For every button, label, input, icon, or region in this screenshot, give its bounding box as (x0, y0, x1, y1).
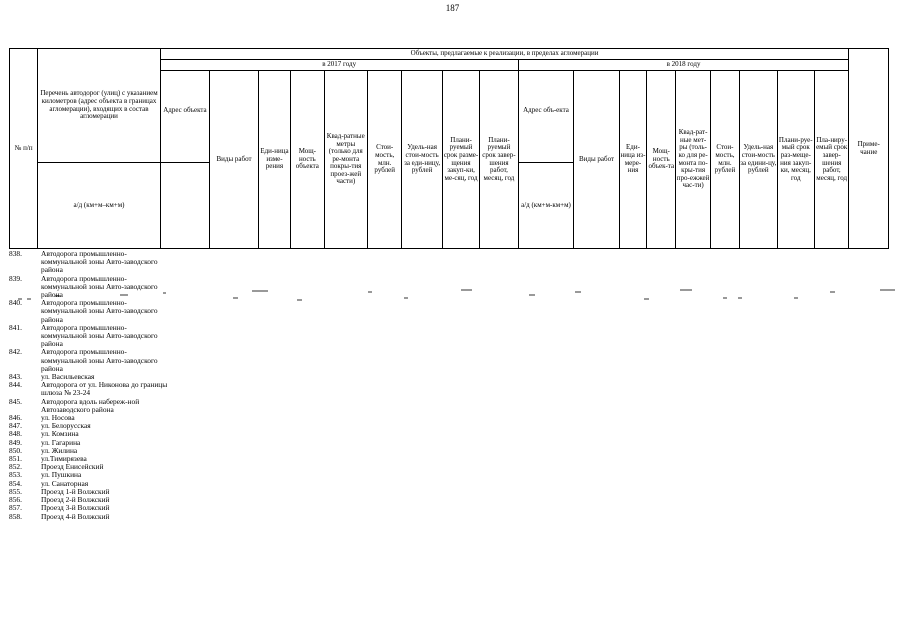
road-name: Автодорога промышленно-коммунальной зоны Авто-заводского района (41, 347, 158, 373)
table-row (9, 299, 179, 324)
year-2017-header: в 2017 году (160, 60, 518, 71)
row-number: 854. (9, 478, 22, 488)
y2018-unit-cost-header: Удель-ная стои-мость за едини-цу, рублей (740, 71, 777, 249)
road-name: ул.Тимирязева (41, 454, 87, 464)
road-name: ул. Пушкина (41, 470, 82, 480)
road-name: ул. Васильевская (41, 372, 95, 382)
road-name: ул. Гагарина (41, 437, 81, 447)
ad-km-header: а/д (км+м–км+м) (38, 163, 160, 249)
row-number: 847. (9, 421, 22, 431)
year-2018-header: в 2018 году (518, 60, 849, 71)
col-number-header: № п/п (10, 49, 38, 249)
y2018-sqm-header: Квад-рат-ные мет-ры (толь-ко для ре-монта по-кры-тия про-ежжей час-ти) (676, 71, 710, 249)
y2018-planned-end-header: Пла-ниру-емый срок завер-шения работ, месяц, год (814, 71, 848, 249)
table-row (9, 471, 179, 479)
road-name: Проезд 3-й Волжский (41, 503, 110, 513)
row-number: 848. (9, 429, 22, 439)
table-row (9, 381, 179, 397)
row-number: 846. (9, 413, 22, 423)
road-name: Проезд 1-й Волжский (41, 486, 110, 496)
row-number: 844. (9, 380, 22, 390)
y2018-capacity-header: Мощ-ность объек-та (647, 71, 676, 249)
y2017-cost-header: Стои-мость, млн. рублей (368, 71, 402, 249)
row-number: 855. (9, 486, 22, 496)
table-row (9, 275, 179, 300)
road-name: Автодорога промышленно-коммунальной зоны Авто-заводского района (41, 322, 158, 349)
y2018-address-header: Адрес объ-екта (518, 71, 574, 163)
road-name: ул. Комзина (41, 429, 79, 439)
row-number: 852. (9, 462, 22, 472)
y2017-address-ad-cell (160, 163, 210, 249)
col-roads-list-header: Перечень автодорог (улиц) с указанием километров (адрес объекта в границах агломерации), входящих в состав агломерации (38, 49, 160, 163)
table-row (9, 422, 179, 430)
col-note-header: Приме-чание (849, 49, 889, 249)
road-name: Проезд Енисейский (41, 462, 104, 472)
objects-title: Объекты, предлагаемые к реализации, в пределах агломерации (160, 49, 849, 60)
row-number: 839. (9, 273, 22, 283)
row-number: 838. (9, 249, 22, 258)
road-name: Проезд 4-й Волжский (41, 511, 110, 521)
row-number: 858. (9, 511, 22, 521)
row-number: 840. (9, 298, 22, 308)
road-name: Автодорога вдоль набереж-ной Автозаводского района (41, 396, 140, 414)
road-name: ул. Носова (41, 413, 75, 423)
table-row (9, 414, 179, 422)
y2018-address-ad-header: а/д (км+м-км+м) (518, 163, 574, 249)
row-number: 856. (9, 495, 22, 505)
y2018-cost-header: Стои-мость, млн. рублей (710, 71, 739, 249)
road-name: ул. Санаторная (41, 478, 89, 488)
row-number: 842. (9, 347, 22, 357)
road-name: ул. Жилина (41, 445, 78, 455)
row-number: 843. (9, 372, 22, 382)
table-row (9, 398, 179, 414)
page-number: 187 (445, 3, 460, 13)
road-name: ул. Белорусская (41, 421, 91, 431)
y2018-planned-purchase-header: Плани-руе-мый срок раз-меще-ния закуп-ки, месяц, год (777, 71, 814, 249)
y2017-address-header: Адрес объекта (160, 71, 210, 163)
table-row (9, 348, 179, 373)
road-name: Проезд 2-й Волжский (41, 495, 110, 505)
table-row (9, 463, 179, 471)
table-row (9, 324, 179, 349)
y2017-planned-end-header: Плани-руемый срок завер-шения работ, месяц, год (480, 71, 518, 249)
y2017-planned-purchase-header: Плани-руемый срок разме-щения закуп-ки, ме-сяц, год (442, 71, 479, 249)
roads-list (9, 250, 179, 521)
y2018-works-header: Виды работ (574, 71, 620, 249)
y2017-unit-header: Еди-ница изме-рения (258, 71, 290, 249)
table-row (9, 513, 179, 521)
row-number: 850. (9, 445, 22, 455)
header-table (9, 48, 889, 249)
row-number: 849. (9, 437, 22, 447)
table-row (9, 250, 179, 275)
y2017-works-header: Виды работ (210, 71, 259, 249)
road-name: Автодорога промышленно-коммунальной зоны Авто-заводского района (41, 249, 158, 275)
row-number: 853. (9, 470, 22, 480)
road-name: Автодорога промышленно-коммунальной зоны Авто-заводского района (41, 273, 158, 300)
table-row (9, 439, 179, 447)
row-number: 845. (9, 396, 22, 406)
y2017-unit-cost-header: Удель-ная стои-мость за еди-ницу, рублей (402, 71, 442, 249)
row-number: 857. (9, 503, 22, 513)
y2018-unit-header: Еди-ница из-мере-ния (619, 71, 646, 249)
road-name: Автодорога промышленно-коммунальной зоны Авто-заводского района (41, 298, 158, 324)
road-name: Автодорога от ул. Никонова до границы шлюза № 23-24 (41, 380, 168, 398)
table-row (9, 447, 179, 455)
row-number: 841. (9, 322, 22, 332)
table-row (9, 430, 179, 438)
y2017-capacity-header: Мощ-ность объекта (291, 71, 324, 249)
row-number: 851. (9, 454, 22, 464)
y2017-sqm-header: Квад-ратные метры (только для ре-монта покры-тия проез-жей части) (324, 71, 367, 249)
